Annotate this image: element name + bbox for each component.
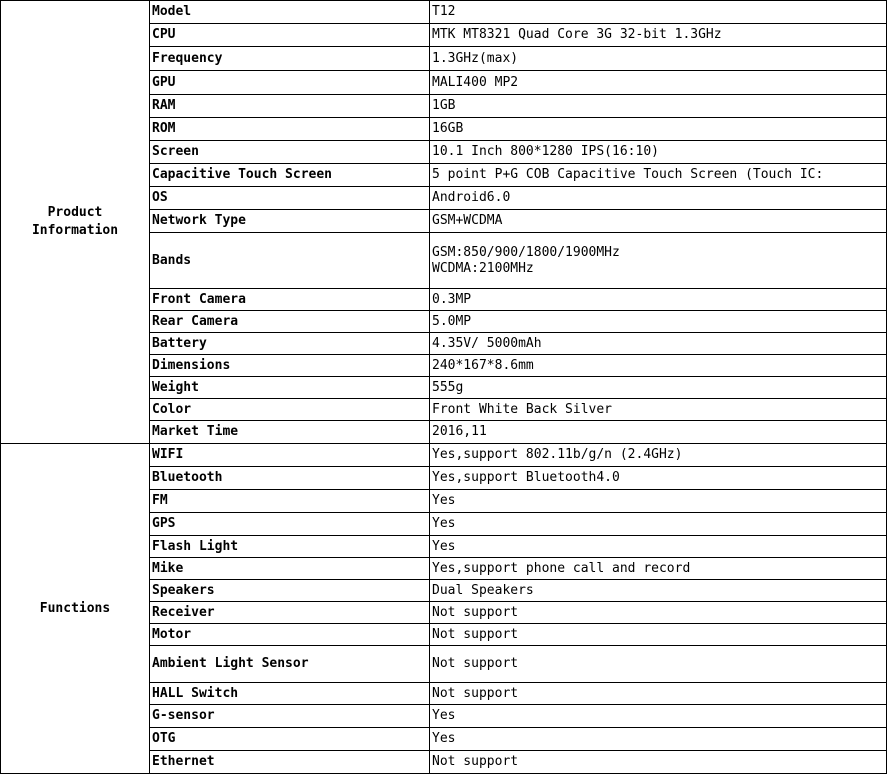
spec-label: Motor bbox=[150, 624, 430, 646]
spec-value: Yes bbox=[430, 728, 887, 751]
spec-value: Not support bbox=[430, 751, 887, 774]
spec-label: Model bbox=[150, 1, 430, 24]
spec-value: Yes,support phone call and record bbox=[430, 558, 887, 580]
spec-value: Not support bbox=[430, 602, 887, 624]
spec-label: Screen bbox=[150, 141, 430, 164]
spec-value: Not support bbox=[430, 683, 887, 705]
spec-value: T12 bbox=[430, 1, 887, 24]
spec-label: Dimensions bbox=[150, 355, 430, 377]
spec-value-line: WCDMA:2100MHz bbox=[432, 260, 534, 276]
spec-value: Front White Back Silver bbox=[430, 399, 887, 421]
spec-label: Market Time bbox=[150, 421, 430, 444]
spec-row bbox=[1, 1, 887, 24]
spec-label: OS bbox=[150, 187, 430, 210]
spec-label: Battery bbox=[150, 333, 430, 355]
spec-label: Rear Camera bbox=[150, 311, 430, 333]
spec-value: Yes bbox=[430, 513, 887, 536]
spec-label: Ambient Light Sensor bbox=[150, 646, 430, 683]
spec-value: Not support bbox=[430, 646, 887, 683]
spec-label: Flash Light bbox=[150, 536, 430, 558]
spec-label: GPU bbox=[150, 71, 430, 95]
spec-value: 1.3GHz(max) bbox=[430, 47, 887, 71]
spec-label: Speakers bbox=[150, 580, 430, 602]
spec-value: 5 point P+G COB Capacitive Touch Screen (Touch IC: bbox=[430, 164, 887, 187]
spec-value bbox=[430, 233, 887, 289]
spec-row bbox=[1, 444, 887, 467]
spec-value: Android6.0 bbox=[430, 187, 887, 210]
spec-value: Yes,support 802.11b/g/n (2.4GHz) bbox=[430, 444, 887, 467]
spec-label: Bluetooth bbox=[150, 467, 430, 490]
spec-label: ROM bbox=[150, 118, 430, 141]
spec-label: Frequency bbox=[150, 47, 430, 71]
spec-label: OTG bbox=[150, 728, 430, 751]
spec-value: 16GB bbox=[430, 118, 887, 141]
spec-value: Yes bbox=[430, 705, 887, 728]
spec-table-body bbox=[1, 1, 887, 774]
spec-value: 1GB bbox=[430, 95, 887, 118]
spec-value: Yes,support Bluetooth4.0 bbox=[430, 467, 887, 490]
spec-label: Mike bbox=[150, 558, 430, 580]
spec-value: Yes bbox=[430, 536, 887, 558]
spec-label: FM bbox=[150, 490, 430, 513]
spec-label: CPU bbox=[150, 24, 430, 47]
spec-label: Ethernet bbox=[150, 751, 430, 774]
spec-value: Dual Speakers bbox=[430, 580, 887, 602]
spec-value: Not support bbox=[430, 624, 887, 646]
spec-value: 5.0MP bbox=[430, 311, 887, 333]
spec-value: 10.1 Inch 800*1280 IPS(16:10) bbox=[430, 141, 887, 164]
spec-label: G-sensor bbox=[150, 705, 430, 728]
spec-label: Capacitive Touch Screen bbox=[150, 164, 430, 187]
spec-value: 0.3MP bbox=[430, 289, 887, 311]
spec-label: Bands bbox=[150, 233, 430, 289]
spec-label: HALL Switch bbox=[150, 683, 430, 705]
spec-label: WIFI bbox=[150, 444, 430, 467]
spec-label: RAM bbox=[150, 95, 430, 118]
spec-value: GSM+WCDMA bbox=[430, 210, 887, 233]
spec-value-line: GSM:850/900/1800/1900MHz bbox=[432, 244, 620, 260]
spec-value: 2016,11 bbox=[430, 421, 887, 444]
spec-value: 240*167*8.6mm bbox=[430, 355, 887, 377]
spec-value: MALI400 MP2 bbox=[430, 71, 887, 95]
spec-label: Weight bbox=[150, 377, 430, 399]
spec-value: MTK MT8321 Quad Core 3G 32-bit 1.3GHz bbox=[430, 24, 887, 47]
spec-label: Color bbox=[150, 399, 430, 421]
spec-label: Network Type bbox=[150, 210, 430, 233]
spec-value: 4.35V/ 5000mAh bbox=[430, 333, 887, 355]
spec-value: Yes bbox=[430, 490, 887, 513]
section-title: Product Information bbox=[1, 1, 150, 444]
spec-label: Receiver bbox=[150, 602, 430, 624]
spec-value: 555g bbox=[430, 377, 887, 399]
spec-label: Front Camera bbox=[150, 289, 430, 311]
section-title: Functions bbox=[1, 444, 150, 774]
spec-label: GPS bbox=[150, 513, 430, 536]
